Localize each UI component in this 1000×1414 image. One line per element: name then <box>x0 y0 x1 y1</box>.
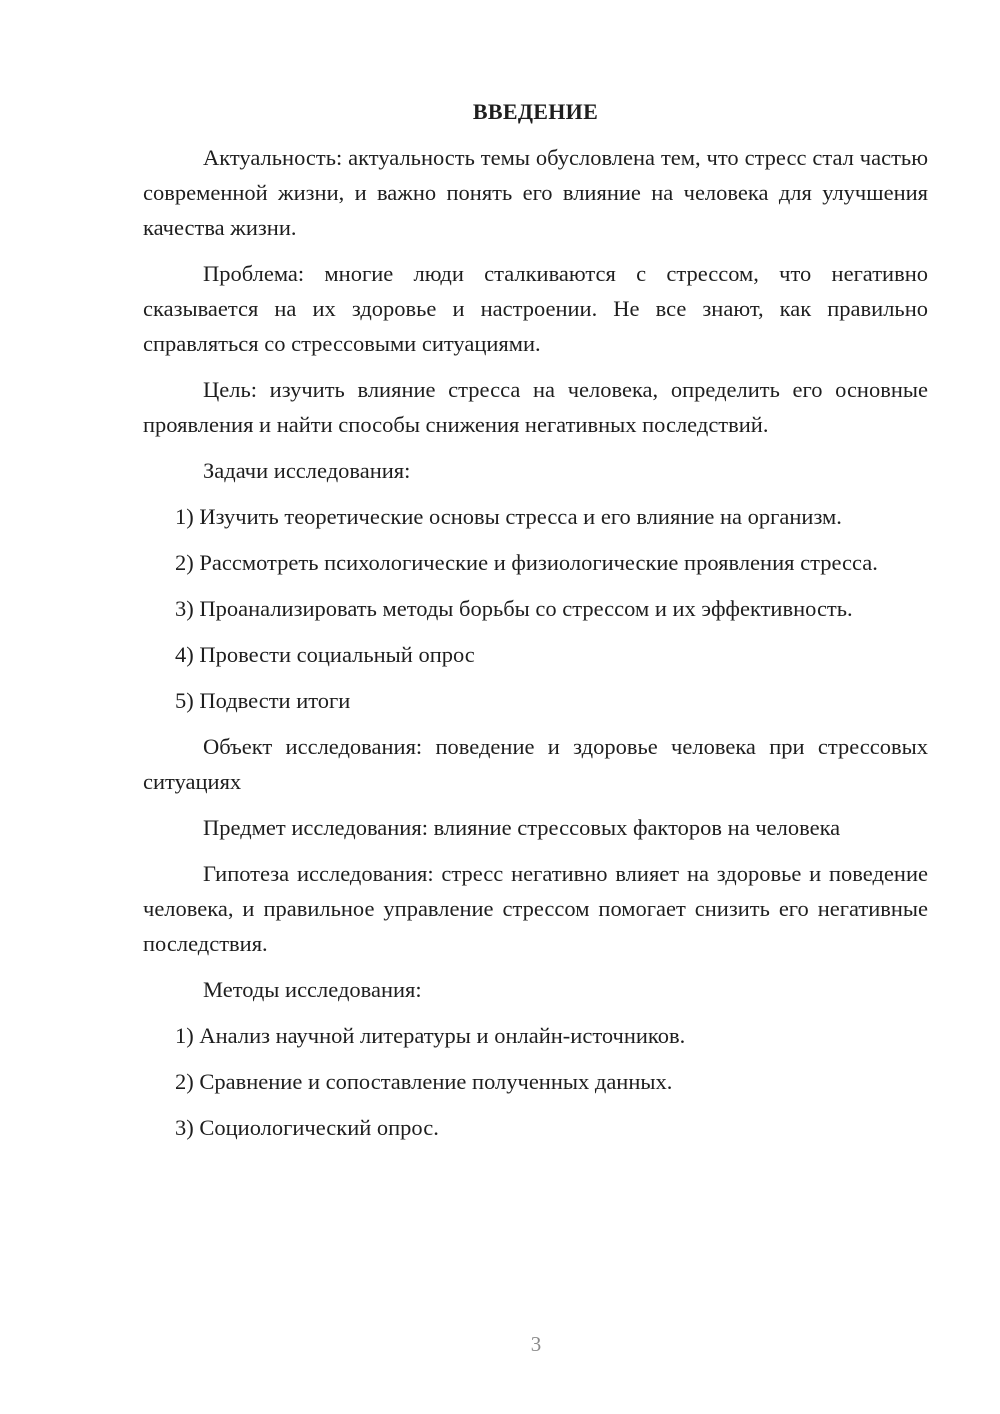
tasks-heading: Задачи исследования: <box>203 458 411 483</box>
problem-paragraph: Проблема: многие люди сталкиваются с стрессом, что негативно сказывается на их здоровье и настроении. Не все знают, как правильно справляться со стрессовыми ситуациями. <box>143 261 928 356</box>
task-item: 4) Провести социальный опрос <box>175 642 475 667</box>
task-item: 3) Проанализировать методы борьбы со стрессом и их эффективность. <box>175 596 853 621</box>
method-item: 3) Социологический опрос. <box>175 1115 439 1140</box>
methods-heading: Методы исследования: <box>203 977 422 1002</box>
method-item: 2) Сравнение и сопоставление полученных данных. <box>175 1069 673 1094</box>
section-title: ВВЕДЕНИЕ <box>472 99 599 124</box>
goal-paragraph: Цель: изучить влияние стресса на человека, определить его основные проявления и найти способы снижения негативных последствий. <box>143 377 928 437</box>
page-content <box>143 94 928 1156</box>
task-item: 5) Подвести итоги <box>175 688 351 713</box>
method-item: 1) Анализ научной литературы и онлайн-источников. <box>175 1023 686 1048</box>
object-paragraph: Объект исследования: поведение и здоровье человека при стрессовых ситуациях <box>143 734 928 794</box>
task-item: 1) Изучить теоретические основы стресса и его влияние на организм. <box>175 504 842 529</box>
subject-paragraph: Предмет исследования: влияние стрессовых факторов на человека <box>203 815 841 840</box>
relevance-paragraph: Актуальность: актуальность темы обусловлена тем, что стресс стал частью современной жизни, и важно понять его влияние на человека для улучшения качества жизни. <box>143 145 928 240</box>
hypothesis-paragraph: Гипотеза исследования: стресс негативно влияет на здоровье и поведение человека, и правильное управление стрессом помогает снизить его негативные последствия. <box>143 861 928 956</box>
task-item: 2) Рассмотреть психологические и физиологические проявления стресса. <box>175 550 878 575</box>
page-number: 3 <box>530 1332 542 1356</box>
